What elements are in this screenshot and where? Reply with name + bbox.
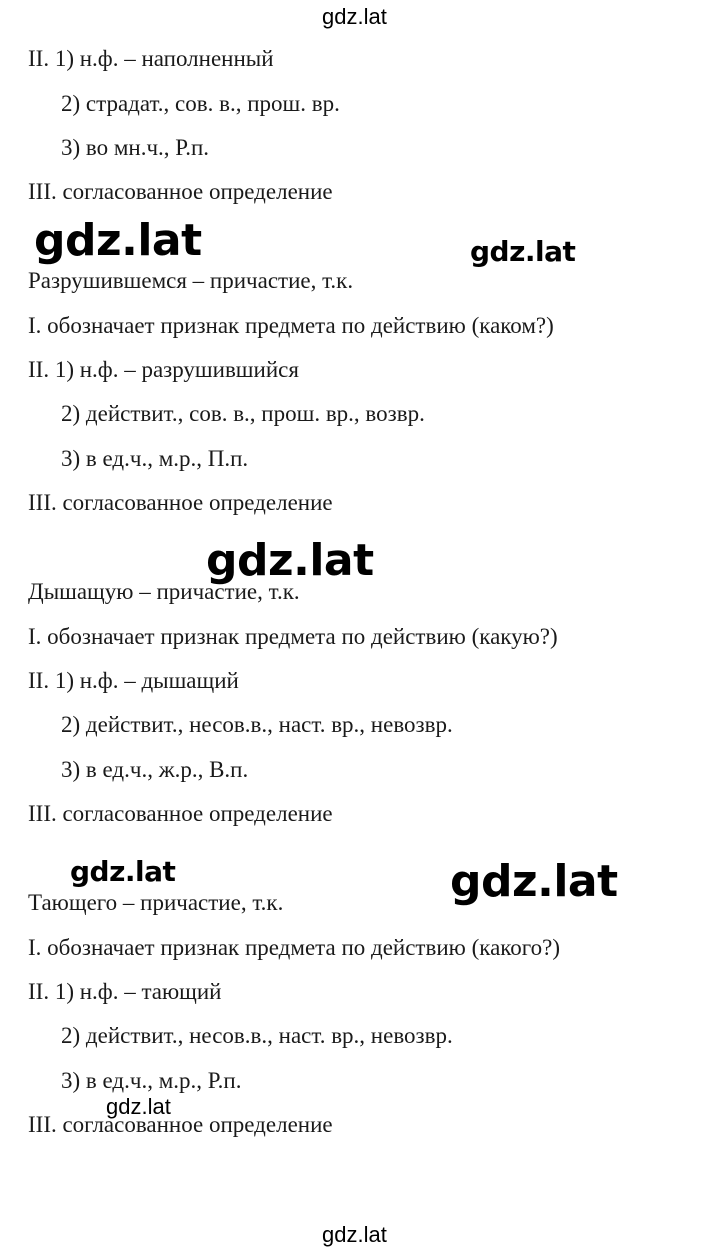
section-2-line-5: 3) в ед.ч., м.р., П.п. xyxy=(61,446,249,471)
section-2-line-3: II. 1) н.ф. – разрушившийся xyxy=(28,357,299,382)
section-1-line-1: II. 1) н.ф. – наполненный xyxy=(28,46,274,71)
section-4-line-3: II. 1) н.ф. – тающий xyxy=(28,979,222,1004)
watermark-bottom: gdz.lat xyxy=(322,1222,387,1247)
watermark-large-3: gdz.lat xyxy=(450,856,618,907)
section-3-line-4: 2) действит., несов.в., наст. вр., невозвр. xyxy=(61,712,453,737)
watermark-large-1: gdz.lat xyxy=(34,215,202,266)
section-4-line-4: 2) действит., несов.в., наст. вр., невозвр. xyxy=(61,1023,453,1048)
section-4-line-2: I. обозначает признак предмета по действию (какого?) xyxy=(28,935,561,960)
section-2-heading: Разрушившемся – причастие, т.к. xyxy=(28,268,354,293)
section-2-line-6: III. согласованное определение xyxy=(28,490,333,515)
watermark-top: gdz.lat xyxy=(322,4,387,29)
section-4-line-5: 3) в ед.ч., м.р., Р.п. xyxy=(61,1068,242,1093)
section-1-line-4: III. согласованное определение xyxy=(28,179,333,204)
section-3-line-2: I. обозначает признак предмета по действию (какую?) xyxy=(28,624,558,649)
section-2-line-4: 2) действит., сов. в., прош. вр., возвр. xyxy=(61,401,425,426)
watermark-small-2: gdz.lat xyxy=(106,1094,171,1119)
section-1-line-3: 3) во мн.ч., Р.п. xyxy=(61,135,210,160)
section-2-line-2: I. обозначает признак предмета по действию (каком?) xyxy=(28,313,554,338)
watermark-large-2: gdz.lat xyxy=(206,535,374,586)
watermark-mid-2: gdz.lat xyxy=(70,855,176,888)
watermark-mid-1: gdz.lat xyxy=(470,235,576,268)
section-1-line-2: 2) страдат., сов. в., прош. вр. xyxy=(61,91,340,116)
section-4-heading: Тающего – причастие, т.к. xyxy=(28,890,284,915)
section-3-line-5: 3) в ед.ч., ж.р., В.п. xyxy=(61,757,249,782)
section-4-line-6: III. согласованное определение xyxy=(28,1112,333,1137)
section-3-line-6: III. согласованное определение xyxy=(28,801,333,826)
section-3-line-3: II. 1) н.ф. – дышащий xyxy=(28,668,239,693)
section-3-heading: Дышащую – причастие, т.к. xyxy=(28,579,300,604)
